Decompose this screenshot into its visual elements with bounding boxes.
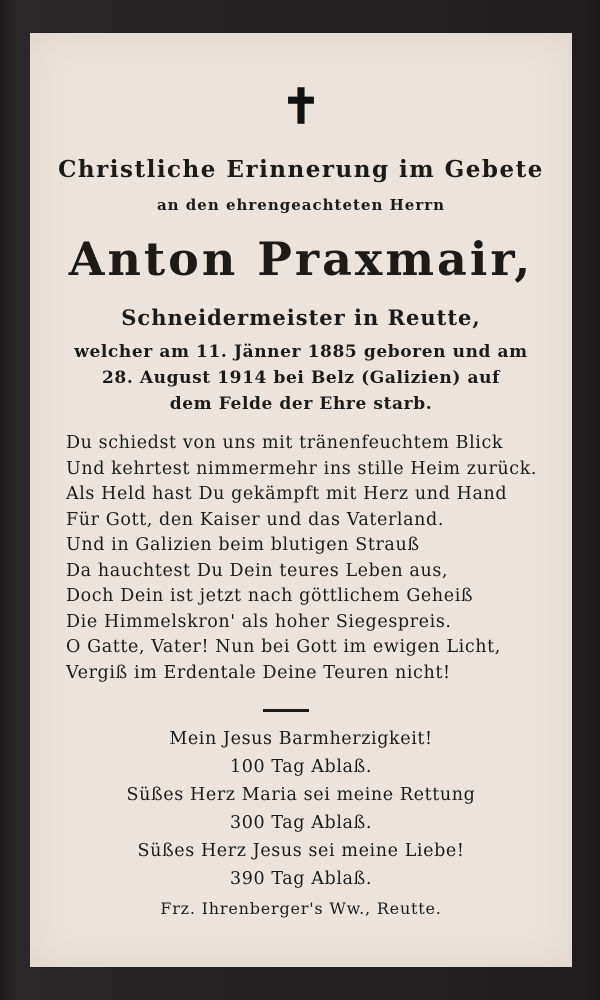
poem-line: Für Gott, den Kaiser und das Vaterland.: [66, 509, 444, 530]
deceased-name: Anton Praxmair,: [68, 232, 534, 286]
bio-line: 28. August 1914 bei Belz (Galizien) auf: [102, 368, 500, 388]
indulgence-line: 300 Tag Ablaß.: [230, 813, 372, 833]
poem-line: O Gatte, Vater! Nun bei Gott im ewigen Licht,: [66, 637, 501, 657]
biography: [52, 339, 550, 417]
memorial-poem: [66, 431, 546, 686]
cross-icon: ✝: [280, 79, 322, 135]
indulgence-line: 100 Tag Ablaß.: [230, 757, 372, 777]
poem-line: Vergiß im Erdentale Deine Teuren nicht!: [66, 662, 451, 683]
indulgence-line: 390 Tag Ablaß.: [230, 869, 372, 889]
poem-line: Die Himmelskron' als hoher Siegespreis.: [66, 611, 452, 632]
divider-line: [263, 709, 309, 712]
indulgence-line: Mein Jesus Barmherzigkeit!: [169, 729, 433, 749]
indulgence-prayers: [30, 725, 572, 893]
indulgence-line: Süßes Herz Jesus sei meine Liebe!: [137, 841, 465, 861]
bio-line: welcher am 11. Jänner 1885 geboren und am: [74, 342, 528, 362]
poem-line: Doch Dein ist jetzt nach göttlichem Geheiß: [66, 586, 474, 606]
poem-line: Und kehrtest nimmermehr ins stille Heim zurück.: [66, 458, 538, 479]
dedication-line: an den ehrengeachteten Herrn: [156, 196, 446, 214]
indulgence-line: Süßes Herz Maria sei meine Rettung: [126, 785, 476, 805]
poem-line: Und in Galizien beim blutigen Strauß: [66, 535, 420, 555]
printer-imprint: Frz. Ihrenberger's Ww., Reutte.: [160, 899, 442, 918]
occupation-line: Schneidermeister in Reutte,: [121, 305, 481, 330]
memorial-card: [30, 33, 572, 967]
poem-line: Du schiedst von uns mit tränenfeuchtem Blick: [66, 433, 504, 453]
poem-line: Da hauchtest Du Dein teures Leben aus,: [66, 560, 449, 581]
poem-line: Als Held hast Du gekämpft mit Herz und Hand: [66, 484, 508, 504]
heading: Christliche Erinnerung im Gebete: [58, 156, 544, 183]
bio-line: dem Felde der Ehre starb.: [169, 394, 433, 414]
